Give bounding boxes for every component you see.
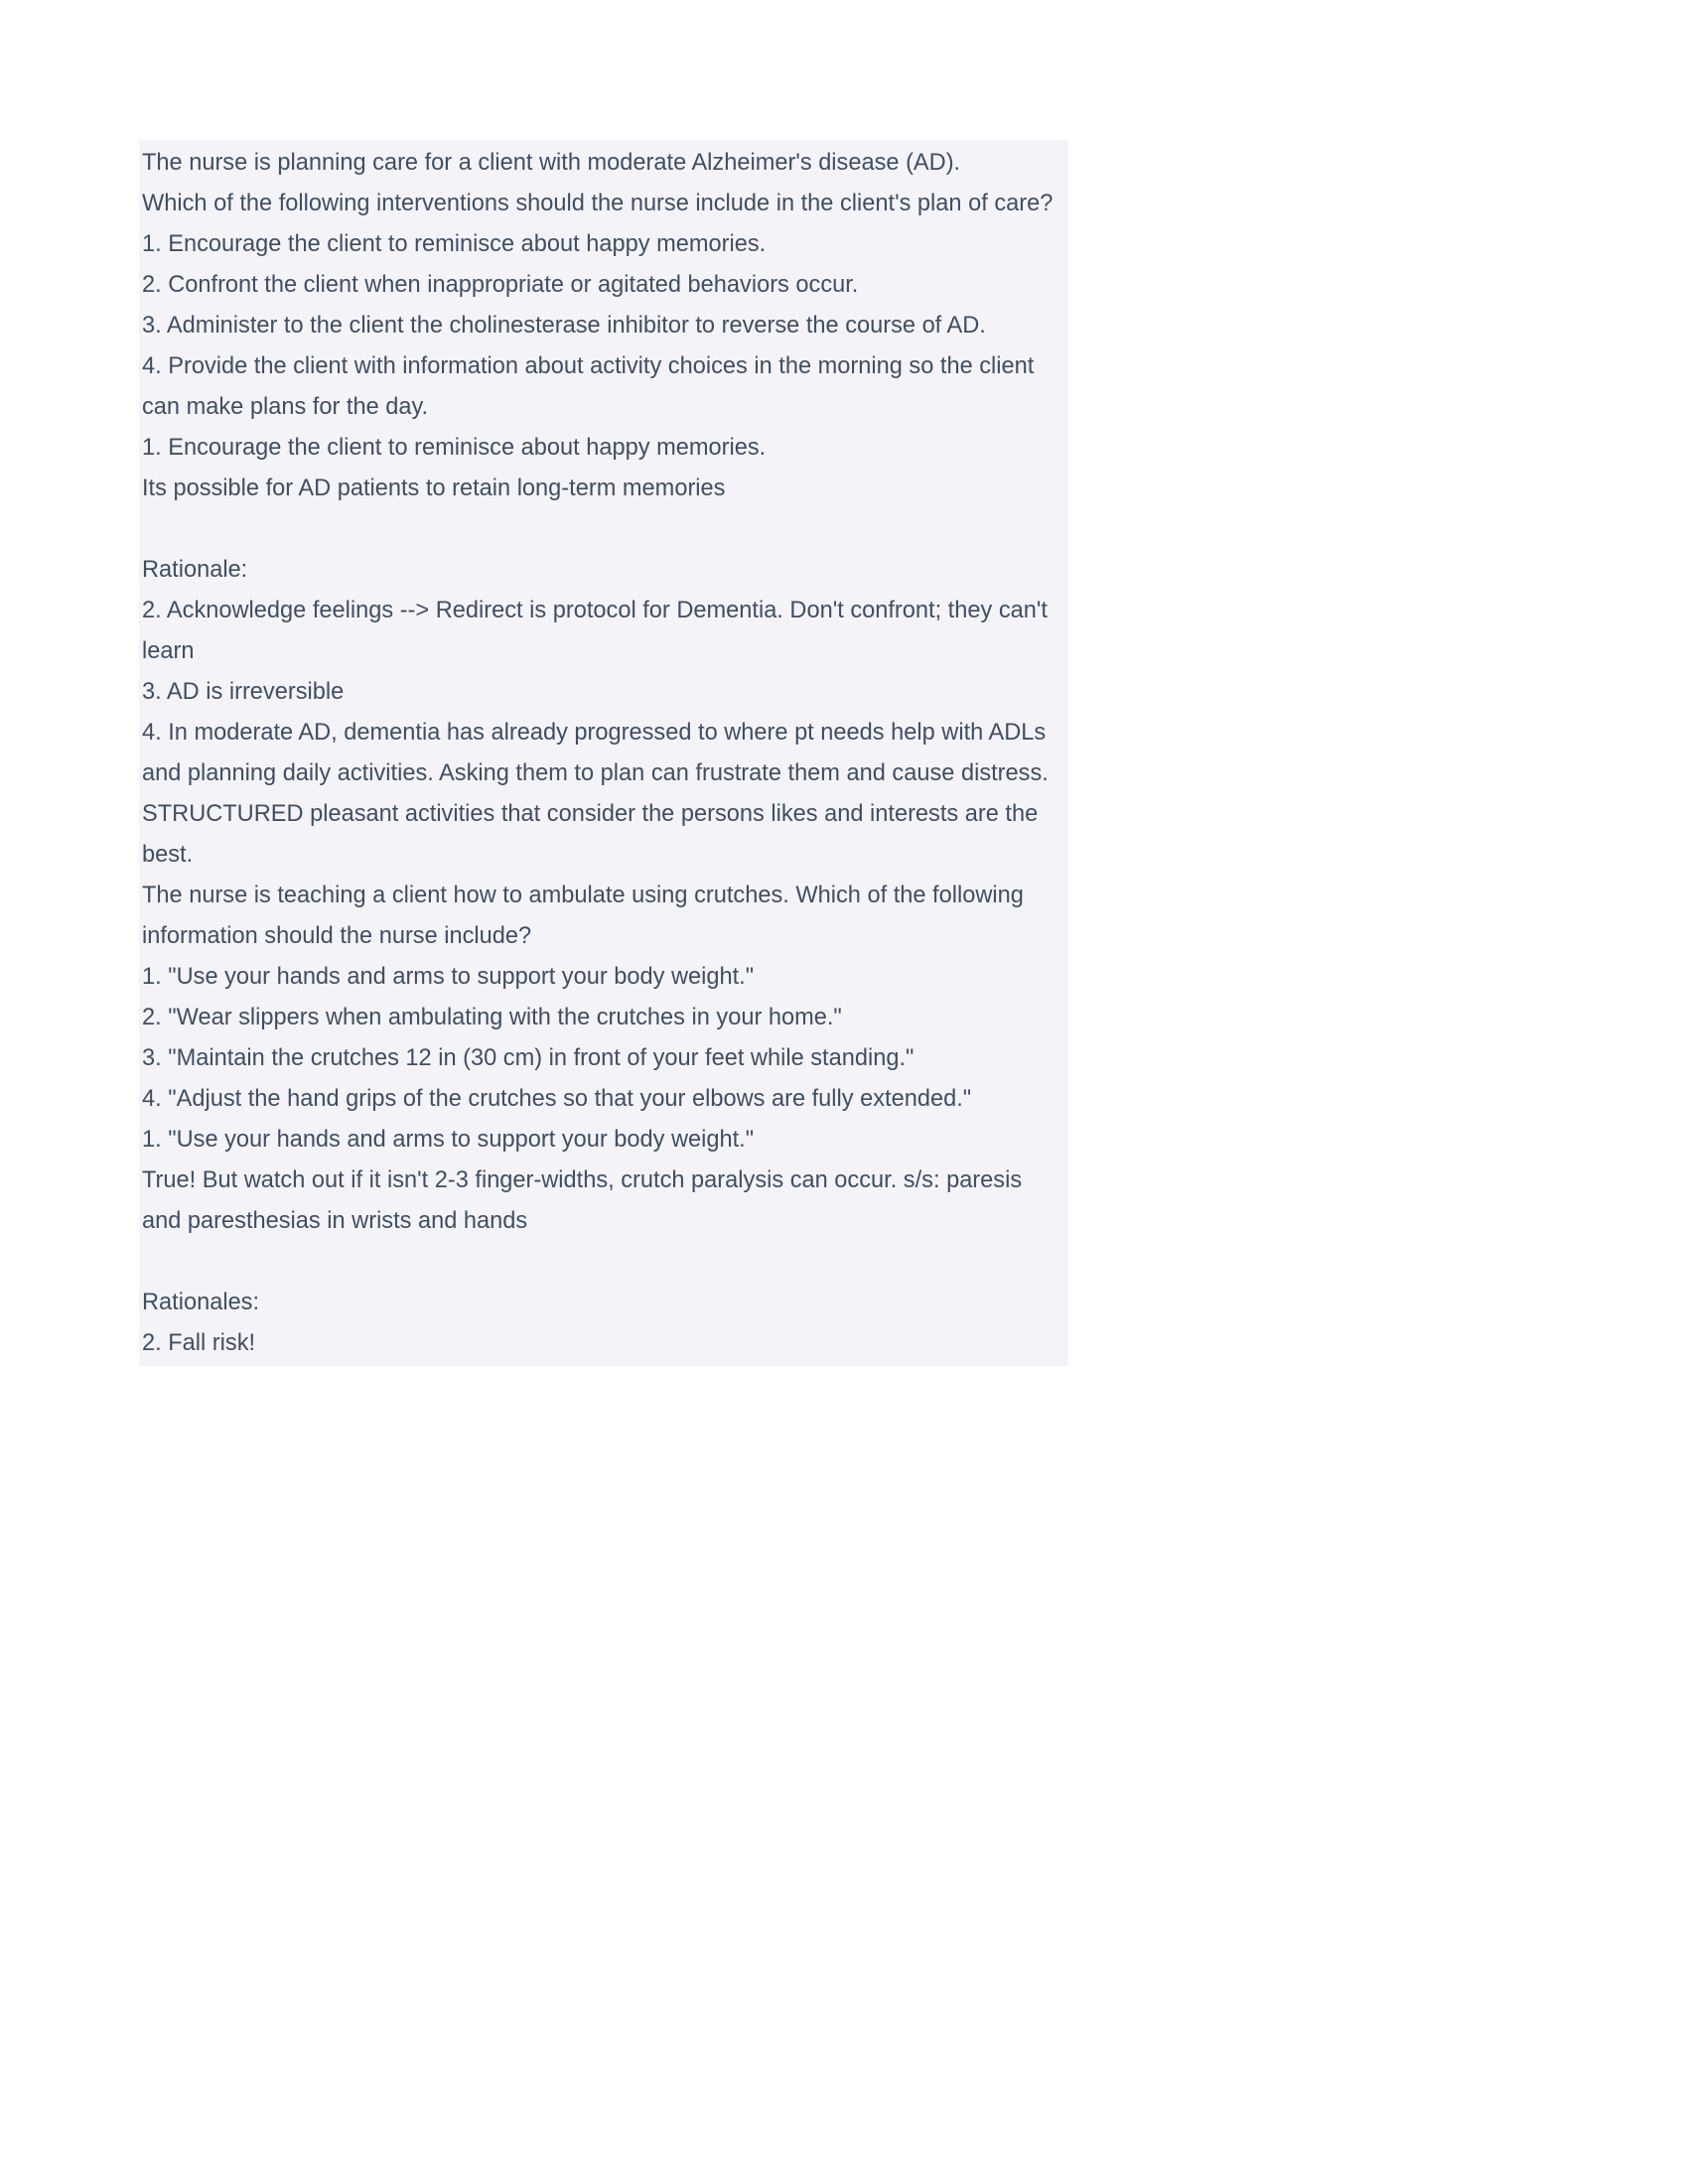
highlighted-text-block — [139, 140, 1068, 1366]
paragraph: 3. "Maintain the crutches 12 in (30 cm) in front of your feet while standing." — [142, 1045, 914, 1071]
paragraph: 4. In moderate AD, dementia has already progressed to where pt needs help with ADLs and planning daily activities. Asking them to plan can frustrate them and cause distress. STRUCTURED pleasant activities that consider the persons likes and interests are the best. — [142, 720, 1049, 868]
paragraph: 2. Confront the client when inappropriate or agitated behaviors occur. — [142, 272, 859, 298]
paragraph: 1. Encourage the client to reminisce about happy memories. — [142, 231, 767, 257]
paragraph: 3. Administer to the client the cholinesterase inhibitor to reverse the course of AD. — [142, 313, 986, 339]
blank-line — [142, 509, 1065, 550]
paragraph: Which of the following interventions should the nurse include in the client's plan of care? — [142, 191, 1054, 216]
paragraph: 2. Acknowledge feelings --> Redirect is protocol for Dementia. Don't confront; they can't learn — [142, 598, 1048, 664]
paragraph: 2. "Wear slippers when ambulating with the crutches in your home." — [142, 1005, 842, 1030]
paragraph: The nurse is planning care for a client with moderate Alzheimer's disease (AD). — [142, 150, 961, 176]
paragraph: The nurse is teaching a client how to ambulate using crutches. Which of the following information should the nurse include? — [142, 883, 1024, 949]
paragraph: 1. "Use your hands and arms to support your body weight." — [142, 964, 755, 990]
paragraph: 2. Fall risk! — [142, 1330, 256, 1356]
paragraph: 1. Encourage the client to reminisce about happy memories. — [142, 435, 767, 461]
paragraph: 4. Provide the client with information about activity choices in the morning so the client can make plans for the day. — [142, 353, 1035, 420]
paragraph: Rationales: — [142, 1290, 260, 1315]
paragraph: 4. "Adjust the hand grips of the crutches so that your elbows are fully extended." — [142, 1086, 972, 1112]
paragraph: Its possible for AD patients to retain long-term memories — [142, 476, 726, 501]
paragraph: True! But watch out if it isn't 2-3 finger-widths, crutch paralysis can occur. s/s: paresis and paresthesias in wrists and hands — [142, 1167, 1023, 1234]
blank-line — [142, 1242, 1065, 1283]
paragraph: Rationale: — [142, 557, 248, 583]
paragraph: 1. "Use your hands and arms to support your body weight." — [142, 1127, 755, 1153]
paragraph: 3. AD is irreversible — [142, 679, 345, 705]
